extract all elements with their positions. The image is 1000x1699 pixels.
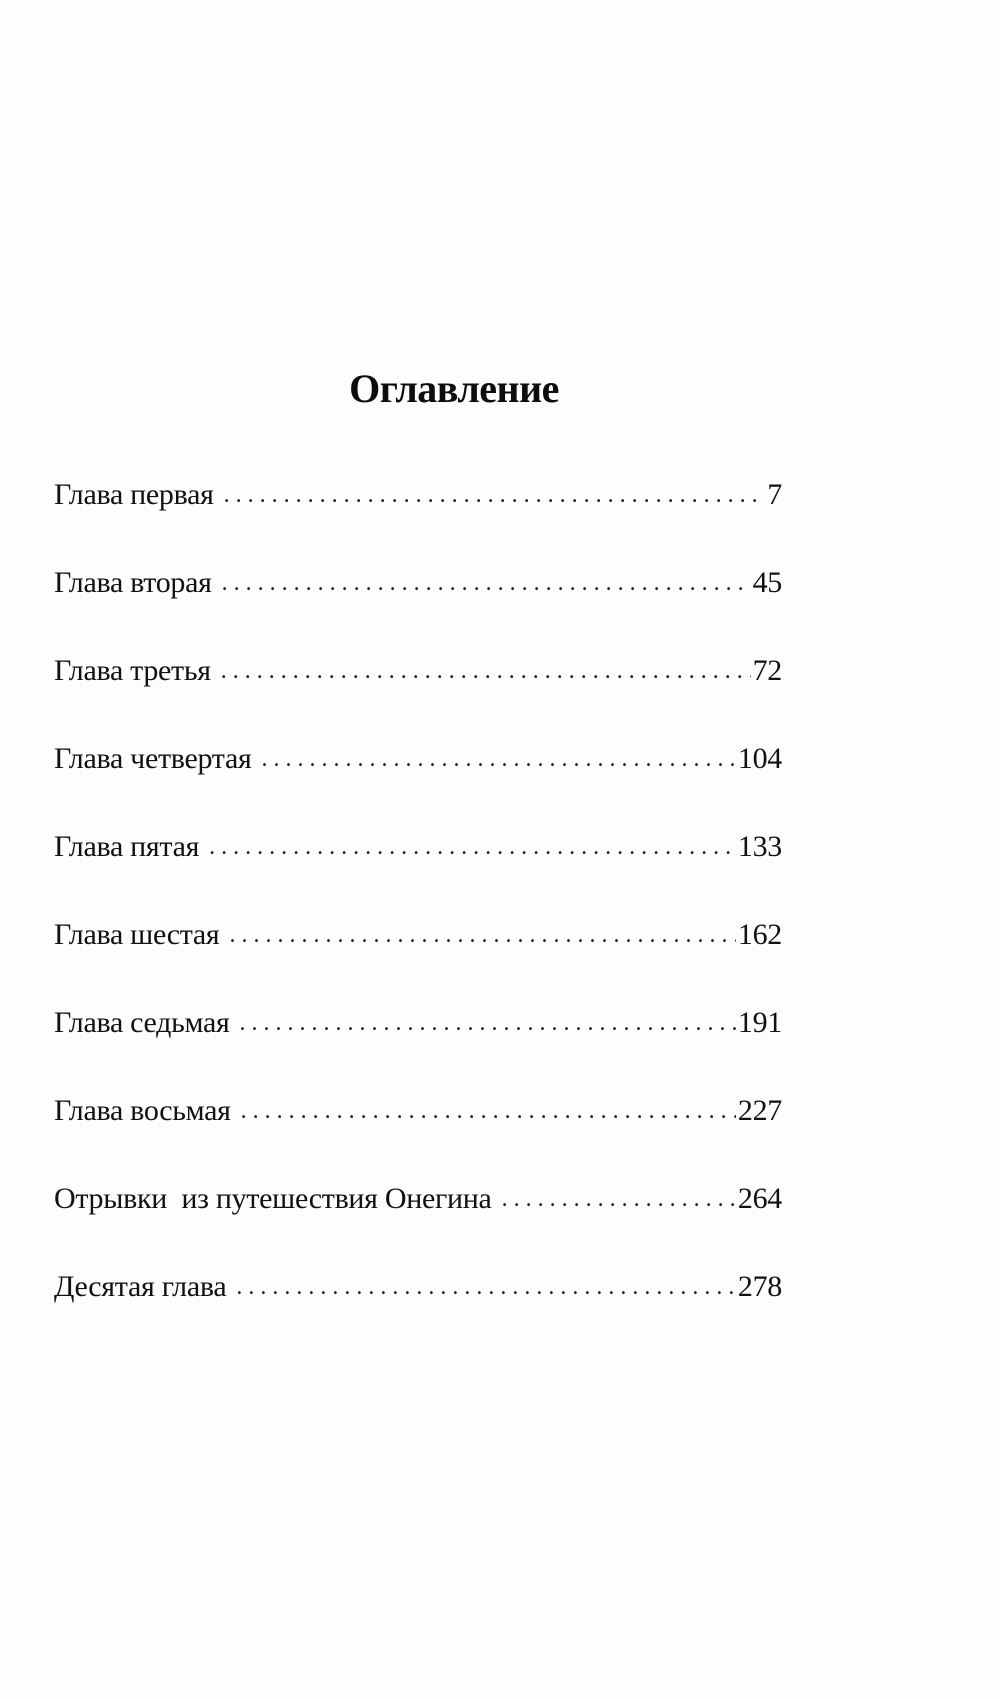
- toc-entry-page: 133: [737, 830, 782, 863]
- toc-entry-label: Глава четвертая: [54, 742, 252, 775]
- toc-entry-label: Глава вторая: [54, 566, 212, 599]
- toc-entry: [54, 829, 782, 917]
- toc-entry-label: Глава седьмая: [54, 1006, 230, 1039]
- toc-entry-page: 162: [737, 918, 782, 951]
- toc-entry-page: 264: [737, 1182, 782, 1215]
- toc-leader-dots: [222, 565, 751, 601]
- toc-entry: [54, 1005, 782, 1093]
- toc-leader-dots: [502, 1181, 736, 1217]
- toc-leader-dots: [221, 653, 751, 689]
- toc-entry-label: Глава шестая: [54, 918, 220, 951]
- toc-entry-label: Глава пятая: [54, 830, 200, 863]
- toc-entry-page: 104: [737, 742, 782, 775]
- toc-entry: [54, 653, 782, 741]
- table-of-contents: [54, 477, 782, 1357]
- toc-entry: [54, 1181, 782, 1269]
- toc-entry-label: Отрывки из путешествия Онегина: [54, 1182, 492, 1215]
- toc-entry-page: 45: [752, 566, 782, 599]
- toc-leader-dots: [224, 477, 766, 513]
- toc-leader-dots: [236, 1269, 736, 1305]
- page-title: Оглавление: [349, 366, 559, 411]
- toc-entry-label: Глава первая: [54, 478, 214, 511]
- toc-entry: [54, 477, 782, 565]
- toc-entry: [54, 1269, 782, 1357]
- toc-entry-page: 191: [737, 1006, 782, 1039]
- toc-leader-dots: [229, 917, 735, 953]
- toc-leader-dots: [261, 741, 735, 777]
- toc-entry-page: 7: [767, 478, 782, 511]
- toc-entry-label: Глава третья: [54, 654, 211, 687]
- toc-entry-label: Глава восьмая: [54, 1094, 231, 1127]
- toc-leader-dots: [240, 1005, 736, 1041]
- toc-entry-page: 278: [737, 1270, 782, 1303]
- toc-entry-label: Десятая глава: [54, 1270, 227, 1303]
- toc-leader-dots: [241, 1093, 736, 1129]
- toc-entry-page: 72: [752, 654, 782, 687]
- toc-entry-page: 227: [737, 1094, 782, 1127]
- toc-leader-dots: [209, 829, 736, 865]
- toc-entry: [54, 1093, 782, 1181]
- toc-entry: [54, 565, 782, 653]
- toc-entry: [54, 917, 782, 1005]
- toc-entry: [54, 741, 782, 829]
